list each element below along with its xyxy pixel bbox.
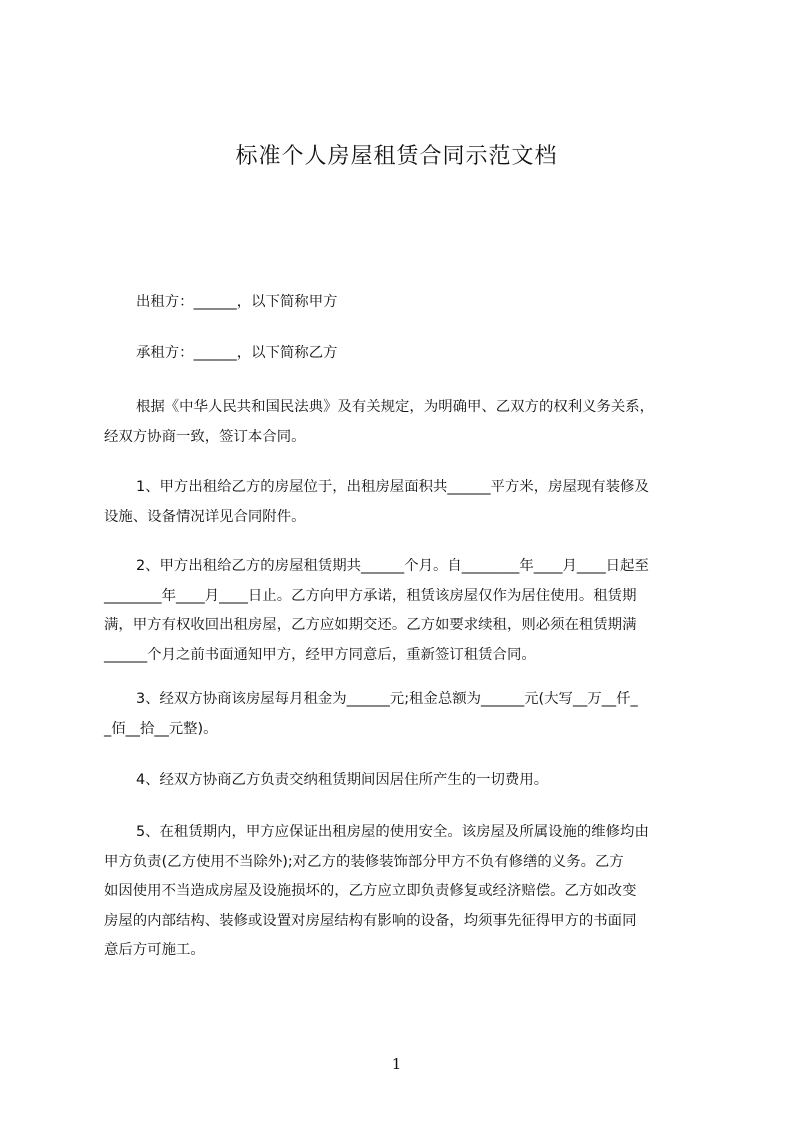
preamble-paragraph <box>104 393 713 452</box>
paragraph-line: 根据《中华人民共和国民法典》及有关规定，为明确甲、乙双方的权利义务关系， <box>136 399 655 415</box>
paragraph-line: 承租方：______，以下简称乙方 <box>136 345 338 361</box>
document-title: 标准个人房屋租赁合同示范文档 <box>235 144 558 169</box>
clause-2 <box>104 552 713 670</box>
clause-3 <box>104 685 713 744</box>
paragraph-line: 3、经双方协商该房屋每月租金为______元;租金总额为______元(大写__万__仟_ <box>136 691 638 707</box>
paragraph-line: 4、经双方协商乙方负责交纳租赁期间因居住所产生的一切费用。 <box>136 772 549 788</box>
clause-4 <box>104 766 713 796</box>
paragraph-line: 2、甲方出租给乙方的房屋租赁期共______个月。自________年____月____日起至 <box>136 558 649 574</box>
lessor-paragraph <box>104 288 713 318</box>
paragraph-line: 如因使用不当造成房屋及设施损坏的，乙方应立即负责修复或经济赔偿。乙方如改变 <box>104 883 637 899</box>
paragraph-line: 经双方协商一致，签订本合同。 <box>104 428 306 445</box>
clause-5 <box>104 818 713 966</box>
page-number: 1 <box>391 1055 402 1073</box>
paragraph-line: ________年____月____日止。乙方向甲方承诺，租赁该房屋仅作为居住使用。租赁期 <box>104 587 637 604</box>
paragraph-line: 意后方可施工。 <box>104 942 205 958</box>
paragraph-line: 出租方：______，以下简称甲方 <box>136 294 338 310</box>
paragraph-line: 设施、设备情况详见合同附件。 <box>104 508 306 525</box>
paragraph-line: 满，甲方有权收回出租房屋，乙方应如期交还。乙方如要求续租，则必须在租赁期满 <box>104 617 637 633</box>
paragraph-line: _佰__拾__元整)。 <box>104 720 218 737</box>
paragraph-line: 房屋的内部结构、装修或设置对房屋结构有影响的设备，均须事先征得甲方的书面同 <box>104 912 637 929</box>
clause-1 <box>104 473 713 532</box>
paragraph-line: 甲方负责(乙方使用不当除外);对乙方的装修装饰部分甲方不负有修缮的义务。乙方 <box>104 853 624 870</box>
lessee-paragraph <box>104 339 713 369</box>
paragraph-line: 1、甲方出租给乙方的房屋位于，出租房屋面积共______平方米，房屋现有装修及 <box>136 479 649 495</box>
paragraph-line: 5、在租赁期内，甲方应保证出租房屋的使用安全。该房屋及所属设施的维修均由 <box>136 824 649 840</box>
paragraph-line: ______个月之前书面通知甲方，经甲方同意后，重新签订租赁合同。 <box>104 646 536 663</box>
